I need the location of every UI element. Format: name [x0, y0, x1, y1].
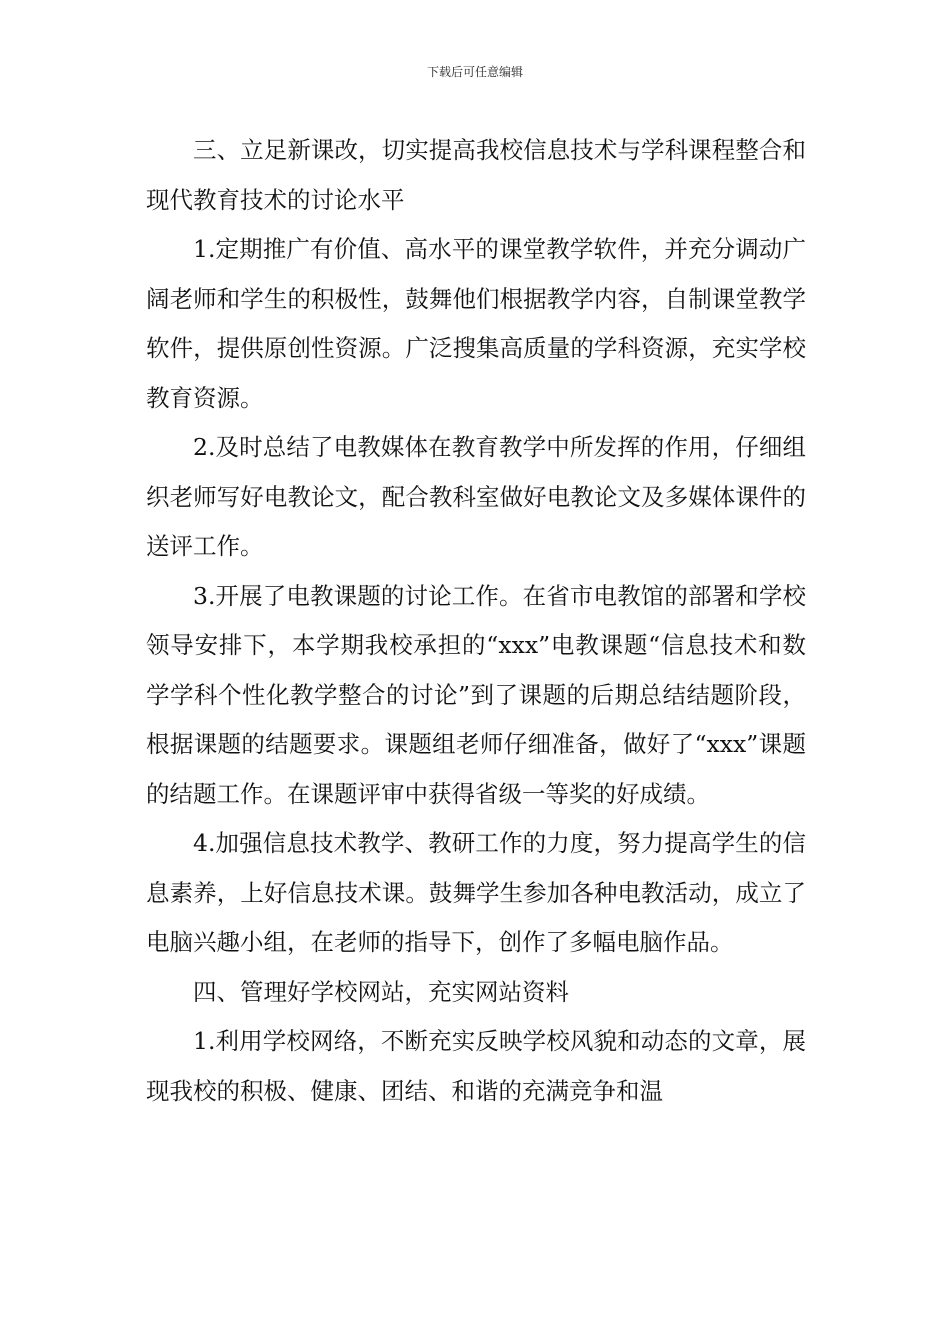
section-heading-4: 四、管理好学校网站，充实网站资料	[193, 977, 569, 1006]
paragraph-3-3: 3.开展了电教课题的讨论工作。在省市电教馆的部署和学校领导安排下，本学期我校承担的“xxx”电教课题“信息技术和数学学科个性化教学整合的讨论”到了课题的后期总结结题阶段，根据课题的结题要求。课题组老师仔细准备，做好了“xxx”课题的结题工作。在课题评审中获得省级一等奖的好成绩。	[146, 581, 806, 808]
paragraph-3-1: 1.定期推广有价值、高水平的课堂教学软件，并充分调动广阔老师和学生的积极性，鼓舞他们根据教学内容，自制课堂教学软件，提供原创性资源。广泛搜集高质量的学科资源，充实学校教育资源。	[146, 235, 806, 412]
section-heading-3: 三、立足新课改，切实提高我校信息技术与学科课程整合和现代教育技术的讨论水平	[146, 136, 806, 214]
paragraph-4-1: 1.利用学校网络，不断充实反映学校风貌和动态的文章，展现我校的积极、健康、团结、和谐的充满竞争和温	[146, 1027, 806, 1105]
paragraph-3-4: 4.加强信息技术教学、教研工作的力度，努力提高学生的信息素养，上好信息技术课。鼓舞学生参加各种电教活动，成立了电脑兴趣小组，在老师的指导下，创作了多幅电脑作品。	[146, 829, 806, 956]
paragraph-3-2: 2.及时总结了电教媒体在教育教学中所发挥的作用，仔细组织老师写好电教论文，配合教科室做好电教论文及多媒体课件的送评工作。	[146, 433, 806, 560]
page-header: 下载后可任意编辑	[426, 65, 523, 79]
document-body	[146, 126, 806, 1116]
